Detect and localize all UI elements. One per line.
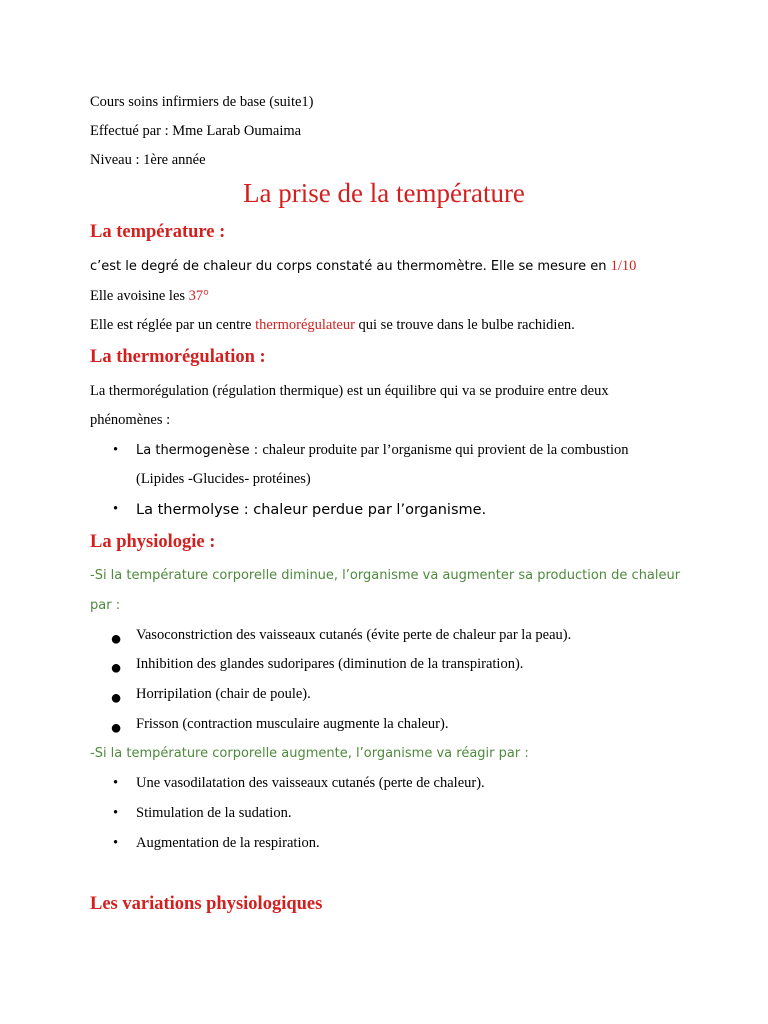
thermoregulation-para-line2: phénomènes :: [90, 412, 171, 428]
bullet-symbol: •: [113, 775, 119, 791]
author-line: Effectué par : Mme Larab Oumaima: [90, 123, 302, 139]
bullet-symbol: ●: [110, 717, 123, 739]
increase-intro: -Si la température corporelle augmente, l’organisme va réagir par :: [90, 746, 529, 761]
thermogenese-label: La thermogenèse :: [136, 443, 263, 458]
thermogenese-continuation: (Lipides -Glucides- protéines): [136, 471, 311, 487]
temperature-regulation: [90, 317, 575, 334]
list-item: Frisson (contraction musculaire augmente la chaleur).: [136, 716, 449, 732]
heading-temperature: La température :: [90, 222, 226, 242]
temperature-normal-text: Elle avoisine les: [90, 288, 189, 304]
bullet-symbol: •: [113, 805, 119, 821]
bullet-symbol: •: [113, 501, 119, 517]
decrease-intro-line1: -Si la température corporelle diminue, l’organisme va augmenter sa production de chaleur: [90, 568, 681, 583]
thermogenese-text: chaleur produite par l’organisme qui provient de la combustion: [262, 442, 629, 458]
temperature-normal: [90, 288, 209, 305]
heading-thermoregulation: La thermorégulation :: [90, 347, 266, 367]
bullet-symbol: ●: [110, 628, 123, 650]
heading-physiologie: La physiologie :: [90, 532, 216, 552]
normal-value: 37°: [188, 288, 209, 304]
temperature-definition: [90, 258, 636, 275]
list-item: Augmentation de la respiration.: [136, 835, 320, 851]
list-item: Horripilation (chair de poule).: [136, 686, 311, 702]
list-item-thermolyse: La thermolyse : chaleur perdue par l’organisme.: [136, 502, 487, 518]
thermoregulation-para-line1: La thermorégulation (régulation thermique) est un équilibre qui va se produire entre deux: [90, 383, 609, 399]
page-title: La prise de la température: [243, 178, 525, 208]
bullet-symbol: ●: [110, 687, 123, 709]
list-item: Vasoconstriction des vaisseaux cutanés (évite perte de chaleur par la peau).: [136, 627, 572, 643]
decrease-intro-line2: par :: [90, 598, 121, 613]
bullet-symbol: ●: [110, 657, 123, 679]
level-line: Niveau : 1ère année: [90, 152, 206, 168]
measure-value: 1/10: [610, 258, 637, 274]
list-item: Une vasodilatation des vaisseaux cutanés (perte de chaleur).: [136, 775, 485, 791]
list-item-thermogenese: [136, 442, 628, 459]
temperature-definition-text: c’est le degré de chaleur du corps constaté au thermomètre. Elle se mesure en: [90, 259, 611, 274]
regulation-text-after: qui se trouve dans le bulbe rachidien.: [354, 317, 575, 333]
bullet-symbol: •: [113, 442, 119, 458]
regulation-text-before: Elle est réglée par un centre: [90, 317, 256, 333]
heading-variations: Les variations physiologiques: [90, 894, 323, 914]
course-line: Cours soins infirmiers de base (suite1): [90, 94, 314, 110]
list-item: Inhibition des glandes sudoripares (diminution de la transpiration).: [136, 656, 524, 672]
bullet-symbol: •: [113, 835, 119, 851]
regulation-highlight: thermorégulateur: [255, 317, 355, 333]
list-item: Stimulation de la sudation.: [136, 805, 292, 821]
